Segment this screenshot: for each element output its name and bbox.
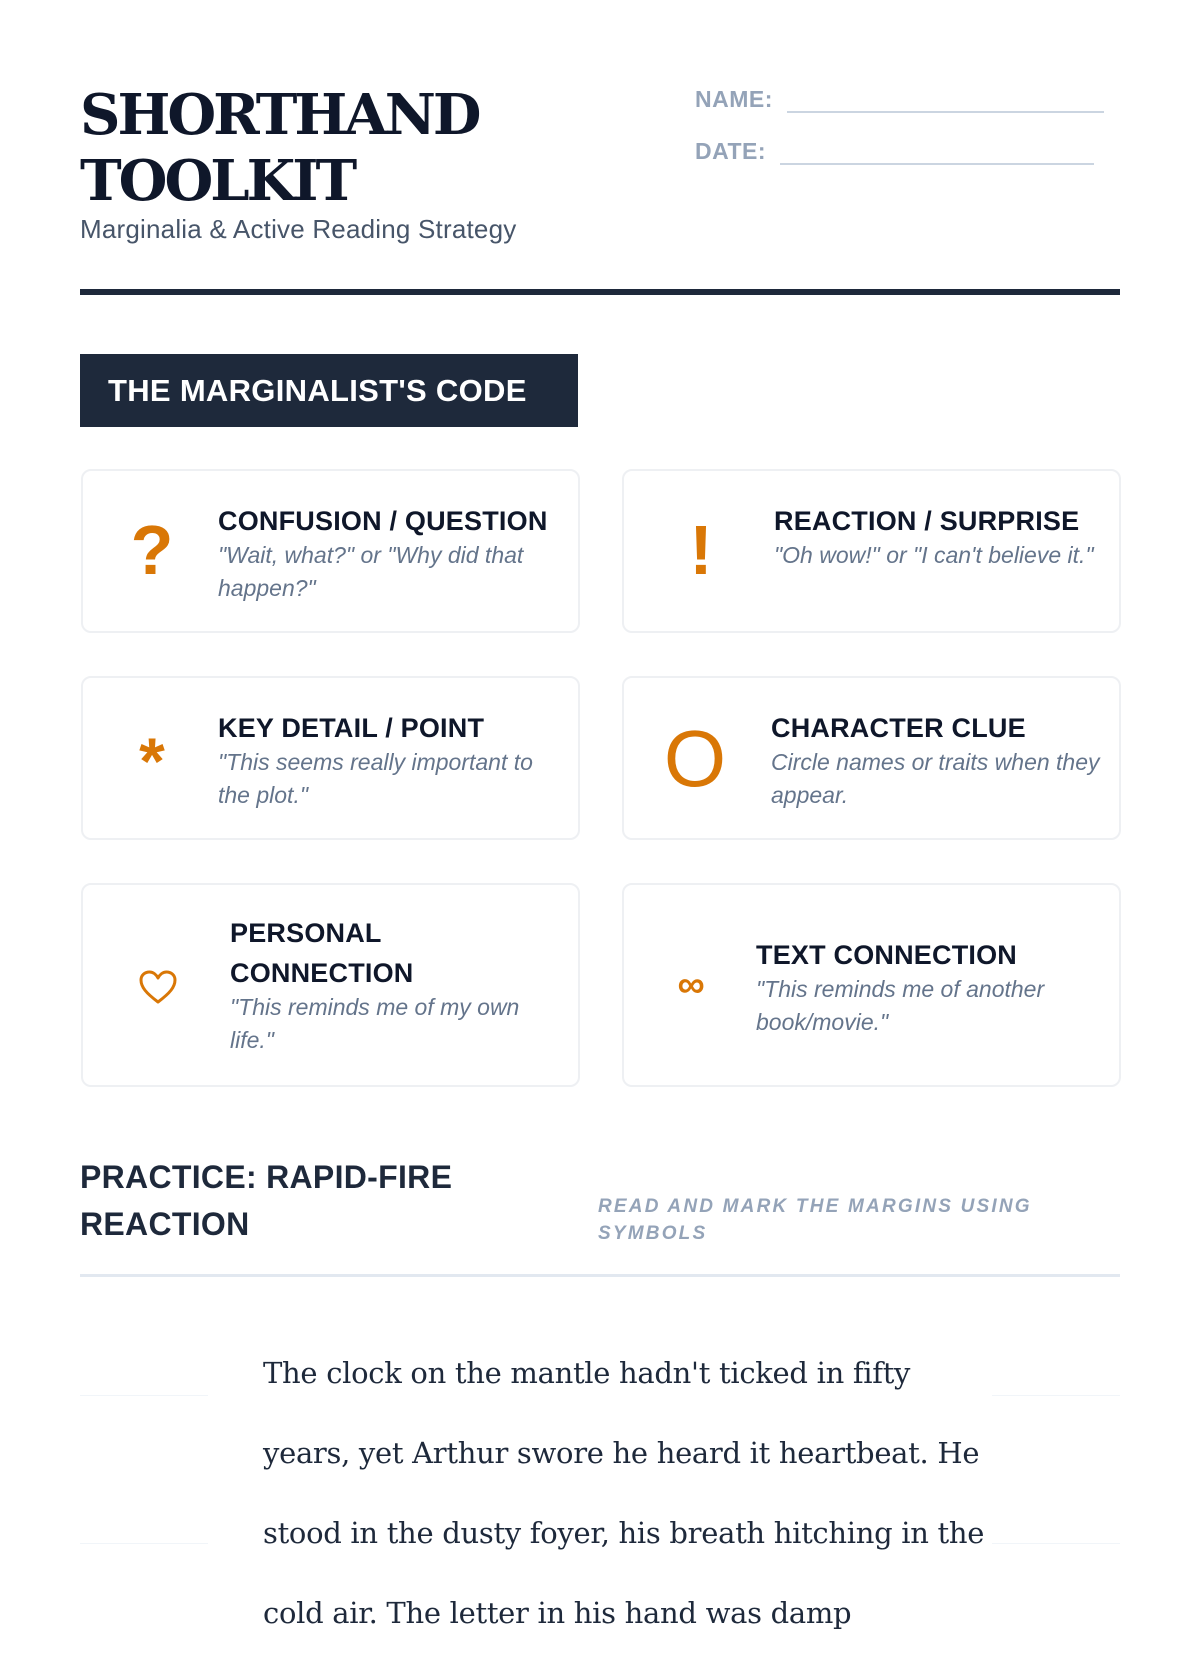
name-label: NAME: (695, 86, 773, 112)
name-field-row (695, 86, 1104, 113)
reading-passage: The clock on the mantle hadn't ticked in fifty years, yet Arthur swore he heard it heartbeat. He stood in the dusty foyer, his breath hitching in the cold air. The letter in his hand was damp (263, 1356, 985, 1630)
left-margin-line[interactable] (80, 1543, 208, 1544)
infinity-icon: ∞ (677, 963, 705, 1006)
asterisk-icon: * (139, 724, 165, 798)
card-description: "This reminds me of my own life." (230, 994, 520, 1053)
circle-o-icon: O (663, 714, 727, 803)
card-character-clue (622, 676, 1121, 840)
card-key-detail (81, 676, 580, 840)
practice-title: PRACTICE: RAPID-FIRE REACTION (80, 1159, 453, 1242)
card-title: CONFUSION / QUESTION (218, 506, 548, 536)
practice-divider (80, 1274, 1120, 1277)
card-description: Circle names or traits when they appear. (771, 749, 1100, 808)
worksheet-subtitle: Marginalia & Active Reading Strategy (80, 214, 517, 244)
card-title: KEY DETAIL / POINT (218, 713, 485, 743)
card-personal-connection (81, 883, 580, 1087)
date-field-row (695, 138, 1094, 165)
card-reaction-surprise (622, 469, 1121, 633)
card-description: "Wait, what?" or "Why did that happen?" (218, 542, 524, 601)
card-confusion-question (81, 469, 580, 633)
card-title: TEXT CONNECTION (756, 940, 1018, 970)
date-label: DATE: (695, 138, 767, 164)
card-description: "This reminds me of another book/movie." (756, 976, 1045, 1035)
right-margin-line[interactable] (992, 1543, 1120, 1544)
practice-instruction: READ AND MARK THE MARGINS USING SYMBOLS (598, 1196, 1032, 1244)
heart-icon (123, 952, 193, 1022)
card-title: CHARACTER CLUE (771, 713, 1026, 743)
card-title: REACTION / SURPRISE (774, 506, 1080, 536)
left-margin-line[interactable] (80, 1395, 208, 1396)
right-margin-line[interactable] (992, 1395, 1120, 1396)
date-line[interactable] (780, 141, 1094, 165)
exclamation-mark-icon: ! (689, 511, 713, 589)
name-line[interactable] (787, 89, 1104, 113)
card-title: PERSONAL CONNECTION (230, 918, 414, 988)
question-mark-icon: ? (130, 511, 174, 589)
header-divider (80, 289, 1120, 295)
code-banner: THE MARGINALIST'S CODE (80, 354, 578, 427)
card-description: "This seems really important to the plot." (218, 749, 533, 808)
card-text-connection (622, 883, 1121, 1087)
worksheet-title: SHORTHAND TOOLKIT (80, 82, 479, 214)
card-description: "Oh wow!" or "I can't believe it." (774, 542, 1094, 568)
